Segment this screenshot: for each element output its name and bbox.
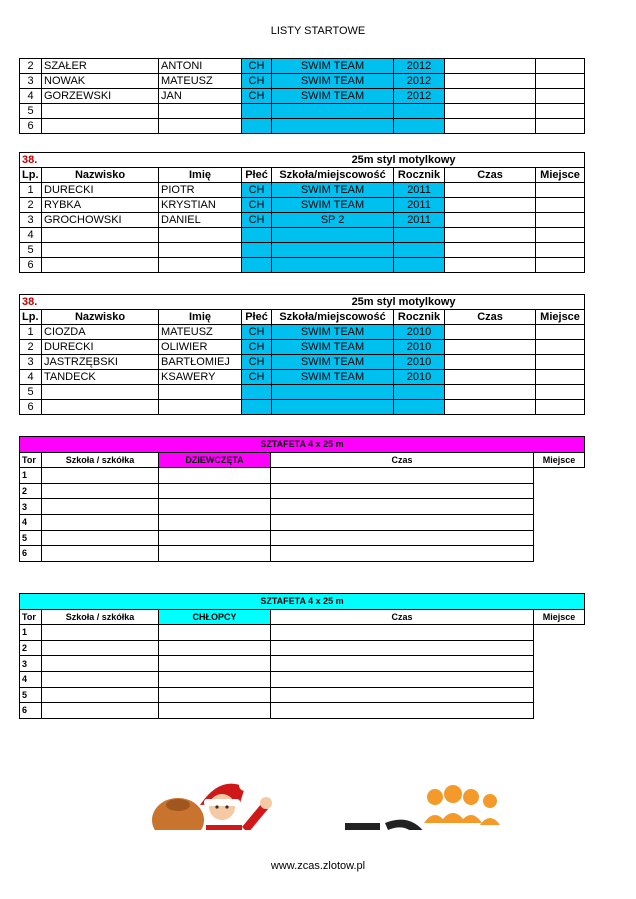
row-year <box>394 385 445 400</box>
relay-header-tor: Tor <box>20 609 42 625</box>
relay-time-cell <box>159 546 271 562</box>
relay-time-cell <box>159 499 271 515</box>
row-time <box>445 213 536 228</box>
header-school: Szkoła/miejscowość <box>272 310 394 325</box>
event-title: 25m styl motylkowy <box>272 153 536 168</box>
row-place <box>536 258 585 273</box>
row-name: OLIWIER <box>159 340 242 355</box>
relay-lane-number: 1 <box>20 468 42 484</box>
relay-school-cell <box>42 530 159 546</box>
row-year: 2010 <box>394 325 445 340</box>
start-list-row <box>20 243 585 258</box>
relay-school-cell <box>42 483 159 499</box>
row-sex <box>242 243 272 258</box>
relay-place-cell <box>271 640 534 656</box>
row-time <box>445 400 536 415</box>
header-year: Rocznik <box>394 310 445 325</box>
row-school <box>272 243 394 258</box>
row-year: 2010 <box>394 370 445 385</box>
relay-lane-number: 5 <box>20 687 42 703</box>
row-place <box>536 74 585 89</box>
row-time <box>445 183 536 198</box>
relay-place-cell <box>271 499 534 515</box>
row-year <box>394 243 445 258</box>
relay-school-cell <box>42 640 159 656</box>
start-list-table-0 <box>19 58 585 134</box>
relay-place-cell <box>271 514 534 530</box>
relay-school-cell <box>42 687 159 703</box>
row-lp: 2 <box>20 340 42 355</box>
row-place <box>536 104 585 119</box>
relay-place-cell <box>271 546 534 562</box>
event-title: 25m styl motylkowy <box>272 295 536 310</box>
row-name: MATEUSZ <box>159 325 242 340</box>
row-year: 2012 <box>394 89 445 104</box>
page-title: LISTY STARTOWE <box>270 25 366 37</box>
start-list-row <box>20 89 585 104</box>
row-school: SWIM TEAM <box>272 59 394 74</box>
row-name: JAN <box>159 89 242 104</box>
start-list-row <box>20 198 585 213</box>
row-surname <box>42 119 159 134</box>
row-surname: RYBKA <box>42 198 159 213</box>
relay-lane-number: 6 <box>20 546 42 562</box>
relay-lane-row <box>20 530 585 546</box>
header-place: Miejsce <box>536 310 585 325</box>
row-time <box>445 104 536 119</box>
row-surname: GORZEWSKI <box>42 89 159 104</box>
start-list-row <box>20 119 585 134</box>
relay-lane-row <box>20 671 585 687</box>
row-school <box>272 400 394 415</box>
footer-url: www.zcas.zlotow.pl <box>270 860 366 872</box>
row-surname <box>42 104 159 119</box>
row-lp: 4 <box>20 228 42 243</box>
relay-school-cell <box>42 546 159 562</box>
relay-lane-row <box>20 625 585 641</box>
relay-place-cell <box>271 530 534 546</box>
row-school: SWIM TEAM <box>272 183 394 198</box>
relay-lane-row <box>20 546 585 562</box>
row-time <box>445 325 536 340</box>
row-surname: DURECKI <box>42 183 159 198</box>
relay-title: SZTAFETA 4 x 25 m <box>20 594 585 610</box>
row-sex: CH <box>242 74 272 89</box>
relay-lane-number: 2 <box>20 483 42 499</box>
start-list-row <box>20 400 585 415</box>
header-lp: Lp. <box>20 310 42 325</box>
start-list-table-2 <box>19 294 585 415</box>
row-surname <box>42 385 159 400</box>
relay-time-cell <box>159 530 271 546</box>
row-name: BARTŁOMIEJ <box>159 355 242 370</box>
row-place <box>536 400 585 415</box>
row-name: KRYSTIAN <box>159 198 242 213</box>
header-sex: Płeć <box>242 168 272 183</box>
row-sex: CH <box>242 325 272 340</box>
start-list-row <box>20 59 585 74</box>
start-list-row <box>20 183 585 198</box>
relay-school-cell <box>42 514 159 530</box>
row-year: 2012 <box>394 59 445 74</box>
row-school <box>272 228 394 243</box>
row-name: ANTONI <box>159 59 242 74</box>
relay-time-cell <box>159 656 271 672</box>
row-school: SWIM TEAM <box>272 340 394 355</box>
relay-lane-number: 5 <box>20 530 42 546</box>
row-name: DANIEL <box>159 213 242 228</box>
row-lp: 3 <box>20 213 42 228</box>
row-time <box>445 243 536 258</box>
row-surname: TANDECK <box>42 370 159 385</box>
relay-place-cell <box>271 687 534 703</box>
row-lp: 1 <box>20 183 42 198</box>
relay-header-time: Czas <box>271 609 534 625</box>
row-place <box>536 183 585 198</box>
row-school <box>272 119 394 134</box>
row-place <box>536 119 585 134</box>
relay-place-cell <box>271 703 534 719</box>
row-surname: SZAŁER <box>42 59 159 74</box>
row-name <box>159 400 242 415</box>
row-sex: CH <box>242 59 272 74</box>
row-year <box>394 258 445 273</box>
relay-title: SZTAFETA 4 x 25 m <box>20 437 585 453</box>
row-place <box>536 213 585 228</box>
row-sex <box>242 385 272 400</box>
row-sex: CH <box>242 213 272 228</box>
start-list-row <box>20 325 585 340</box>
row-school: SWIM TEAM <box>272 370 394 385</box>
row-place <box>536 340 585 355</box>
relay-lane-row <box>20 483 585 499</box>
row-place <box>536 325 585 340</box>
row-time <box>445 59 536 74</box>
relay-place-cell <box>271 656 534 672</box>
row-place <box>536 243 585 258</box>
row-school: SWIM TEAM <box>272 74 394 89</box>
relay-lane-number: 3 <box>20 499 42 515</box>
relay-header-tor: Tor <box>20 452 42 468</box>
header-time: Czas <box>445 168 536 183</box>
header-place: Miejsce <box>536 168 585 183</box>
row-year <box>394 228 445 243</box>
row-name <box>159 243 242 258</box>
row-year: 2010 <box>394 355 445 370</box>
header-lp: Lp. <box>20 168 42 183</box>
start-list-table-1 <box>19 152 585 273</box>
row-time <box>445 89 536 104</box>
row-year <box>394 400 445 415</box>
row-sex <box>242 228 272 243</box>
start-list-row <box>20 258 585 273</box>
row-sex: CH <box>242 198 272 213</box>
row-place <box>536 385 585 400</box>
row-year <box>394 104 445 119</box>
row-lp: 5 <box>20 385 42 400</box>
row-name <box>159 104 242 119</box>
row-place <box>536 198 585 213</box>
row-time <box>445 228 536 243</box>
row-year <box>394 119 445 134</box>
relay-header-time: Czas <box>271 452 534 468</box>
relay-lane-row <box>20 468 585 484</box>
start-list-row <box>20 213 585 228</box>
row-place <box>536 228 585 243</box>
relay-header-school: Szkoła / szkółka <box>42 609 159 625</box>
row-time <box>445 258 536 273</box>
row-place <box>536 59 585 74</box>
relay-school-cell <box>42 671 159 687</box>
row-year: 2010 <box>394 340 445 355</box>
start-list-row <box>20 370 585 385</box>
relay-school-cell <box>42 625 159 641</box>
row-surname <box>42 243 159 258</box>
relay-table-girls <box>19 436 585 562</box>
row-time <box>445 74 536 89</box>
row-school: SP 2 <box>272 213 394 228</box>
row-surname <box>42 258 159 273</box>
row-surname: CIOZDA <box>42 325 159 340</box>
row-surname: JASTRZĘBSKI <box>42 355 159 370</box>
row-lp: 4 <box>20 89 42 104</box>
santa-illustration <box>150 765 285 830</box>
row-school: SWIM TEAM <box>272 89 394 104</box>
relay-time-cell <box>159 640 271 656</box>
relay-lane-row <box>20 640 585 656</box>
relay-lane-number: 4 <box>20 514 42 530</box>
row-lp: 1 <box>20 325 42 340</box>
relay-time-cell <box>159 514 271 530</box>
row-year: 2011 <box>394 213 445 228</box>
row-lp: 6 <box>20 119 42 134</box>
row-sex: CH <box>242 89 272 104</box>
row-name <box>159 119 242 134</box>
header-year: Rocznik <box>394 168 445 183</box>
start-list-row <box>20 228 585 243</box>
row-lp: 6 <box>20 258 42 273</box>
relay-place-cell <box>271 625 534 641</box>
row-time <box>445 355 536 370</box>
row-time <box>445 119 536 134</box>
relay-lane-number: 3 <box>20 656 42 672</box>
row-time <box>445 385 536 400</box>
row-year: 2011 <box>394 198 445 213</box>
header-name: Imię <box>159 310 242 325</box>
row-school <box>272 385 394 400</box>
row-time <box>445 198 536 213</box>
relay-lane-number: 1 <box>20 625 42 641</box>
row-sex <box>242 258 272 273</box>
row-sex: CH <box>242 183 272 198</box>
header-surname: Nazwisko <box>42 310 159 325</box>
relay-group-boys: CHŁOPCY <box>159 609 271 625</box>
relay-place-cell <box>271 483 534 499</box>
relay-table-boys <box>19 593 585 719</box>
relay-lane-number: 4 <box>20 671 42 687</box>
row-school: SWIM TEAM <box>272 325 394 340</box>
row-lp: 5 <box>20 243 42 258</box>
row-sex <box>242 104 272 119</box>
row-surname <box>42 228 159 243</box>
row-sex <box>242 119 272 134</box>
relay-lane-row <box>20 656 585 672</box>
relay-school-cell <box>42 703 159 719</box>
start-list-row <box>20 340 585 355</box>
relay-place-cell <box>271 468 534 484</box>
row-name: KSAWERY <box>159 370 242 385</box>
row-name: PIOTR <box>159 183 242 198</box>
row-place <box>536 370 585 385</box>
row-place <box>536 89 585 104</box>
start-list-row <box>20 104 585 119</box>
row-school: SWIM TEAM <box>272 355 394 370</box>
row-lp: 6 <box>20 400 42 415</box>
row-year: 2011 <box>394 183 445 198</box>
row-school <box>272 104 394 119</box>
row-lp: 2 <box>20 59 42 74</box>
row-lp: 3 <box>20 355 42 370</box>
row-surname: DURECKI <box>42 340 159 355</box>
row-surname: GROCHOWSKI <box>42 213 159 228</box>
header-sex: Płeć <box>242 310 272 325</box>
relay-group-girls: DZIEWCZĘTA <box>159 452 271 468</box>
start-list-row <box>20 74 585 89</box>
row-school: SWIM TEAM <box>272 198 394 213</box>
row-year: 2012 <box>394 74 445 89</box>
event-number: 38. <box>20 295 159 310</box>
relay-lane-number: 6 <box>20 703 42 719</box>
row-surname: NOWAK <box>42 74 159 89</box>
relay-lane-row <box>20 499 585 515</box>
relay-time-cell <box>159 671 271 687</box>
row-lp: 4 <box>20 370 42 385</box>
start-list-row <box>20 355 585 370</box>
row-name: MATEUSZ <box>159 74 242 89</box>
relay-school-cell <box>42 656 159 672</box>
relay-school-cell <box>42 499 159 515</box>
header-name: Imię <box>159 168 242 183</box>
start-list-row <box>20 385 585 400</box>
row-time <box>445 370 536 385</box>
relay-lane-row <box>20 687 585 703</box>
relay-time-cell <box>159 468 271 484</box>
relay-school-cell <box>42 468 159 484</box>
row-lp: 3 <box>20 74 42 89</box>
relay-time-cell <box>159 687 271 703</box>
relay-time-cell <box>159 483 271 499</box>
header-surname: Nazwisko <box>42 168 159 183</box>
relay-header-school: Szkoła / szkółka <box>42 452 159 468</box>
row-name <box>159 258 242 273</box>
row-lp: 2 <box>20 198 42 213</box>
relay-lane-row <box>20 514 585 530</box>
relay-header-place: Miejsce <box>534 609 585 625</box>
row-surname <box>42 400 159 415</box>
row-lp: 5 <box>20 104 42 119</box>
row-sex <box>242 400 272 415</box>
row-time <box>445 340 536 355</box>
organizer-logo <box>340 785 510 830</box>
row-name <box>159 228 242 243</box>
row-place <box>536 355 585 370</box>
row-sex: CH <box>242 355 272 370</box>
row-school <box>272 258 394 273</box>
row-name <box>159 385 242 400</box>
relay-place-cell <box>271 671 534 687</box>
row-sex: CH <box>242 370 272 385</box>
relay-time-cell <box>159 625 271 641</box>
relay-time-cell <box>159 703 271 719</box>
relay-lane-number: 2 <box>20 640 42 656</box>
row-sex: CH <box>242 340 272 355</box>
event-number: 38. <box>20 153 159 168</box>
relay-lane-row <box>20 703 585 719</box>
relay-header-place: Miejsce <box>534 452 585 468</box>
header-time: Czas <box>445 310 536 325</box>
header-school: Szkoła/miejscowość <box>272 168 394 183</box>
